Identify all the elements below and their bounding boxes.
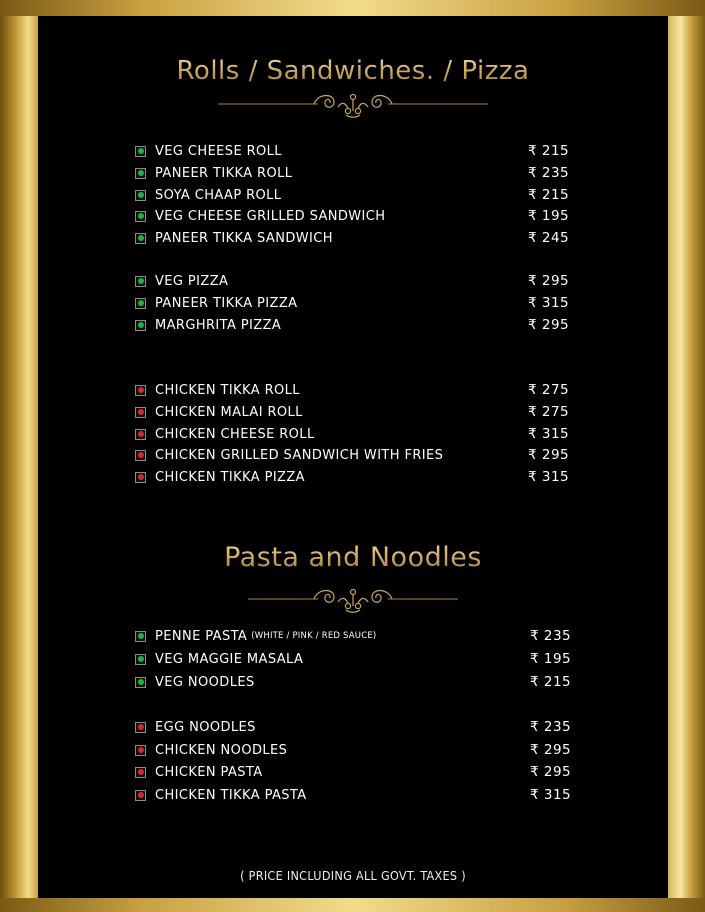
non-veg-indicator-icon: [135, 790, 146, 801]
item-name: PENNE PASTA: [155, 628, 248, 644]
item-price: ₹ 315: [530, 787, 572, 803]
non-veg-indicator-icon: [135, 722, 146, 733]
item-name: CHICKEN TIKKA PASTA: [155, 787, 307, 803]
item-name: CHICKEN NOODLES: [155, 742, 288, 758]
item-name: CHICKEN MALAI ROLL: [155, 404, 303, 420]
item-price: ₹ 215: [528, 143, 570, 159]
menu-item: [135, 141, 282, 161]
item-name: PANEER TIKKA ROLL: [155, 165, 293, 181]
item-price: ₹ 235: [528, 165, 570, 181]
item-name: VEG MAGGIE MASALA: [155, 651, 304, 667]
item-price: ₹ 315: [528, 469, 570, 485]
item-name: MARGHRITA PIZZA: [155, 317, 282, 333]
item-price: ₹ 295: [528, 273, 570, 289]
item-price: ₹ 275: [528, 404, 570, 420]
item-price: ₹ 215: [530, 674, 572, 690]
non-veg-indicator-icon: [135, 385, 146, 396]
tax-note: ( PRICE INCLUDING ALL GOVT. TAXES ): [240, 868, 466, 883]
non-veg-indicator-icon: [135, 767, 146, 778]
item-price: ₹ 215: [528, 187, 570, 203]
non-veg-indicator-icon: [135, 745, 146, 756]
menu-item: [135, 271, 228, 291]
item-price: ₹ 295: [530, 764, 572, 780]
menu-item: [135, 740, 287, 760]
menu-item: [135, 315, 281, 335]
menu-item: [135, 467, 305, 487]
item-price: ₹ 235: [530, 719, 572, 735]
menu-item: [135, 424, 315, 444]
menu-item: [135, 163, 292, 183]
item-name: CHICKEN PASTA: [155, 764, 263, 780]
menu-item: [135, 185, 281, 205]
item-note: (WHITE / PINK / RED SAUCE): [251, 631, 377, 641]
non-veg-indicator-icon: [135, 472, 146, 483]
gold-frame-top: [0, 0, 705, 16]
gold-frame-bottom: [0, 898, 705, 912]
menu-item: [135, 206, 385, 226]
item-price: ₹ 195: [528, 208, 570, 224]
veg-indicator-icon: [135, 320, 146, 331]
item-name: SOYA CHAAP ROLL: [155, 187, 282, 203]
menu-item: [135, 785, 307, 805]
item-name: CHICKEN CHEESE ROLL: [155, 426, 315, 442]
item-price: ₹ 275: [528, 382, 570, 398]
item-name: VEG CHEESE ROLL: [155, 143, 282, 159]
non-veg-indicator-icon: [135, 429, 146, 440]
item-name: PANEER TIKKA PIZZA: [155, 295, 298, 311]
item-price: ₹ 315: [528, 426, 570, 442]
menu-item: [135, 402, 303, 422]
item-name: VEG NOODLES: [155, 674, 255, 690]
veg-indicator-icon: [135, 190, 146, 201]
menu-item: [135, 228, 333, 248]
menu-panel: [38, 16, 668, 898]
item-name: CHICKEN TIKKA ROLL: [155, 382, 300, 398]
section-title-rolls-sandwiches-pizza: Rolls / Sandwiches. / Pizza: [38, 56, 668, 86]
item-price: ₹ 295: [530, 742, 572, 758]
veg-indicator-icon: [135, 146, 146, 157]
item-name: VEG CHEESE GRILLED SANDWICH: [155, 208, 386, 224]
item-name: PANEER TIKKA SANDWICH: [155, 230, 333, 246]
item-price: ₹ 195: [530, 651, 572, 667]
item-name: CHICKEN GRILLED SANDWICH WITH FRIES: [155, 447, 444, 463]
item-price: ₹ 245: [528, 230, 570, 246]
item-name: EGG NOODLES: [155, 719, 256, 735]
menu-item: [135, 380, 300, 400]
veg-indicator-icon: [135, 211, 146, 222]
menu-item: [135, 626, 376, 646]
menu-item: [135, 672, 255, 692]
menu-item: [135, 762, 263, 782]
non-veg-indicator-icon: [135, 450, 146, 461]
item-price: ₹ 295: [528, 447, 570, 463]
veg-indicator-icon: [135, 654, 146, 665]
menu-item: [135, 293, 297, 313]
veg-indicator-icon: [135, 233, 146, 244]
veg-indicator-icon: [135, 298, 146, 309]
section-title-pasta-noodles: Pasta and Noodles: [38, 542, 668, 573]
menu-item: [135, 649, 303, 669]
ornamental-flourish-icon: [218, 87, 488, 121]
item-price: ₹ 295: [528, 317, 570, 333]
menu-item: [135, 445, 443, 465]
item-price: ₹ 235: [530, 628, 572, 644]
menu-item: [135, 717, 256, 737]
item-name: VEG PIZZA: [155, 273, 229, 289]
veg-indicator-icon: [135, 168, 146, 179]
item-price: ₹ 315: [528, 295, 570, 311]
ornamental-flourish-icon: [248, 582, 458, 616]
non-veg-indicator-icon: [135, 407, 146, 418]
veg-indicator-icon: [135, 677, 146, 688]
item-name: CHICKEN TIKKA PIZZA: [155, 469, 305, 485]
veg-indicator-icon: [135, 631, 146, 642]
veg-indicator-icon: [135, 276, 146, 287]
